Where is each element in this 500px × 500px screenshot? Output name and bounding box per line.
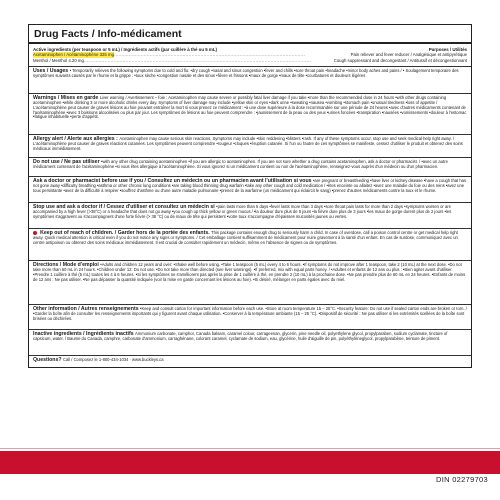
drug-facts-panel (28, 24, 472, 368)
uses-section (29, 67, 471, 94)
section-heading: Keep out of reach of children. / Garder hors de la portée des enfants. (40, 229, 212, 236)
questions-section (29, 356, 471, 367)
section-heading: Inactive ingredients / Ingrédients inactifs (33, 330, 136, 337)
keep-out-of-reach-section (29, 229, 471, 261)
purposes-heading: Purposes / Utilités (428, 47, 467, 52)
ask-doctor-section (29, 177, 471, 203)
section-heading: Do not use / Ne pas utiliser (33, 158, 102, 165)
active-ingredients-section (29, 44, 471, 67)
din-number: DIN 02279703 (436, 475, 488, 484)
section-body: •with any other drug containing acetaminophen •if you are allergic to acetaminophen. If you are not sure whether a drug contains acetaminophen, ask a doctor or pharmacist. / •avec un autre médicament contenant de l'acétaminophène •si vous êtes allergique à l'acétaminophène. Si vous ignorez si un médicament contient ou non de l'acétaminophène, renseignez-vous auprès d'un médecin ou d'un pharmacien. (33, 158, 448, 169)
section-body: Ammonium carbonate, camphor, Canada balsam, caramel colour, carrageenan, glycerin, pine needle oil, polyethylene glycol, propylparaben, sodium cyclamate, tincture of capsicum, water. / Baume du Canada, camphre, carbonate d'ammonium, carraghénane, colorant caramel, cyclamate de sodium, eau, glycérine, huile d'aiguille de pin, polyéthylèneglycol, propylparabène, teinture de piment. (33, 330, 448, 341)
stop-use-section (29, 203, 471, 229)
section-heading: Warnings / Mises en garde (33, 94, 100, 101)
section-heading: Stop use and ask a doctor if / Cessez d'utiliser et consultez un médecin si (33, 203, 217, 210)
ingredient-name: Acetaminophen / Acétaminophène 325 mg (33, 52, 114, 58)
section-heading: Directions / Mode d'emploi (33, 261, 101, 268)
section-body: •are pregnant or breastfeeding •have liver or kidney disease •have a cough that has not gone away •difficulty breathing •asthma or other chronic lung conditions •are taking blood thinning drug warfarin •take any other cough and cold medication / •êtes enceinte ou allaitez •avez une maladie du foie ou des reins •avez une toux persistante •avez de la difficulté à respirer •souffrez d'asthme ou d'une autre maladie pulmonaire •prenez de la warfarine (un médicament qui éclaircit le sang) •prenez d'autres médicaments contre la toux et le rhume. (33, 177, 467, 193)
section-body: Acetaminophen may cause serious skin reactions. Symptoms may include •skin reddening •blisters •rash. If any of these symptoms occur, stop use and seek medical help right away. / L'acétaminophène peut causer de graves réactions cutanées. Les symptômes peuvent comprendre •rougeur •cloques •éruption cutanée. Si l'un ou l'autre de ces symptômes se manifeste, cessez d'utiliser le produit et obtenez des soins médicaux immédiatement. (33, 135, 463, 151)
active-ingredients-heading: Active ingredients (per teaspoon or 5 mL) / Ingrédients actifs (par cuillère à thé ou 5 mL) (33, 47, 217, 52)
section-heading: Questions? (33, 356, 63, 363)
warnings-section (29, 94, 471, 135)
section-heading: Allergy alert / Alerte aux allergies : (33, 135, 120, 142)
other-information-section (29, 305, 471, 330)
do-not-use-section (29, 158, 471, 177)
section-body: •pain lasts more than 5 days •fever lasts more than 3 days •sore throat pain lasts for more than 2 days •symptoms worsen or are accompanied by a high fever (>38°C) or a headache that does not go away •you cough up thick yellow or green mucus / •la douleur dure plus de 5 jours •la fièvre dure plus de 3 jours •les maux de gorge durent plus de 2 jours •les symptômes s'aggravent ou s'accompagnent d'une forte fièvre (> 38 °C) ou de maux de tête qui persistent •votre toux s'accompagne d'épaisses mucosités jaunes ou vertes. (33, 203, 452, 219)
ingredient-purpose: Cough suppressant and decongestant / Antitussif et décongestionnant (333, 57, 467, 63)
section-body: Call / Composez le 1-800-434-1034 · www.buckleys.ca (62, 356, 164, 362)
divider (0, 448, 500, 449)
allergy-alert-section (29, 135, 471, 158)
section-body: Liver warning / Avertissement – foie : Acetaminophen may cause severe or possibly fatal liver damage if you take •more than the recommended dose in 24 hours •with other drugs containing acetaminophen •while drinking 3 or more alcoholic drinks every day. Symptoms of liver damage may include •yellow skin or eyes •dark urine •sweating •nausea •vomiting •stomach pain •unusual tiredness •loss of appetite / L'acétaminophène peut causer de graves lésions au foie pouvant entraîner la mort si vous prenez ce médicament : •à une dose supérieure à la dose recommandée sur une période de 24 heures •avec d'autres médicaments contenant de l'acétaminophène •avec 3 boissons alcoolisées ou plus par jour. Les symptômes de lésions au foie peuvent comprendre : •jaunissement de la peau ou des yeux •urines foncées •transpiration •nausées •vomissements •douleur à l'estomac •fatigue inhabituelle •perte d'appétit. (33, 94, 467, 120)
ingredient-purpose: Pain reliever and fever reducer / Analgésique et antipyrétique (350, 52, 467, 58)
section-heading: Other information / Autres renseignements (33, 305, 141, 312)
section-body: •Adults and children 12 years and over: •Shake well before using. •Take 1 teaspoon (5 mL) every 4 to 6 hours. •If symptoms do not improve after 1 teaspoon, take 2 (10 mL) at the next dose. •Do not take more than 60 mL in 24 hours. •Children under 12: Do not use. •Do not take more than directed (see liver warnings). •If preferred, mix with equal parts honey. / •Adultes et enfants de 12 ans ou plus : •Bien agiter avant d'utiliser. •Prendre 1 cuillère à thé (5 mL) toutes les 4 à 6 heures. •Si les symptômes ne s'améliorent pas après la prise de 1 cuillère à thé, en prendre 2 (10 mL) à la prochaine dose. •Ne pas prendre plus de 60 mL en 24 heures. •Enfants de moins de 12 ans : Ne pas utiliser. •Ne pas dépasser la quantité indiquée (voir la mise en garde concernant les lésions au foie). •Si désiré, mélanger en parts égales avec du miel. (33, 261, 466, 282)
directions-section (29, 261, 471, 305)
red-band (0, 451, 500, 474)
ingredient-line (33, 58, 467, 63)
leader-dots: ........................................................................................................................................................ (83, 57, 311, 63)
inactive-ingredients-section (29, 330, 471, 356)
drug-facts-title: Drug Facts / Info-médicament (29, 25, 471, 44)
leader-dots: ................................................................................................................................ (113, 52, 306, 58)
section-body: • Temporarily relieves the following symptoms due to cold and flu: •dry cough •nasal and sinus congestion •fever and chills •sore throat pain •headache •minor body aches and pains / • Soulagement temporaire des symptômes suivants causés par le rhume et la grippe : •toux sèche •congestion nasale et des sinus •fièvre et frissons •maux de gorge •maux de tête •courbatures et douleurs légères (33, 67, 459, 78)
section-body: •Keep and consult carton for important information before each use. •Store at room temperature 15 – 25°C. •Security feature: Do not use if sealed carton ends are broken or torn. / •Garder la boîte afin de consulter les renseignements importants qui y figurent avant chaque utilisation. •Conserver à la température ambiante (15 – 25 °C). •Dispositif de sécurité : Ne pas utiliser si les extrémités scellées de la boîte sont brisées ou déchirées. (33, 305, 467, 321)
section-body: This package contains enough drug to seriously harm a child. In case of overdose, call a poison control centre or get medical help right away. Quick medical attention is critical even if you do not notice any signs or symptoms. / Cet emballage contient suffisamment de médicament pour nuire gravement à la santé d'un enfant. En cas de surdose, communiquez avec un centre antipoison ou obtenez des soins médicaux immédiatement. Il est crucial de consulter rapidement un médecin, même en l'absence de signes ou de symptômes. (33, 229, 458, 245)
section-heading: Ask a doctor or pharmacist before use if you / Consultez un médecin ou un pharmacien avant l'utilisation si vous (33, 177, 313, 184)
ingredient-name: Menthol / Menthol 4.20 mg (33, 57, 84, 63)
section-heading: Uses / Usages (33, 67, 70, 74)
